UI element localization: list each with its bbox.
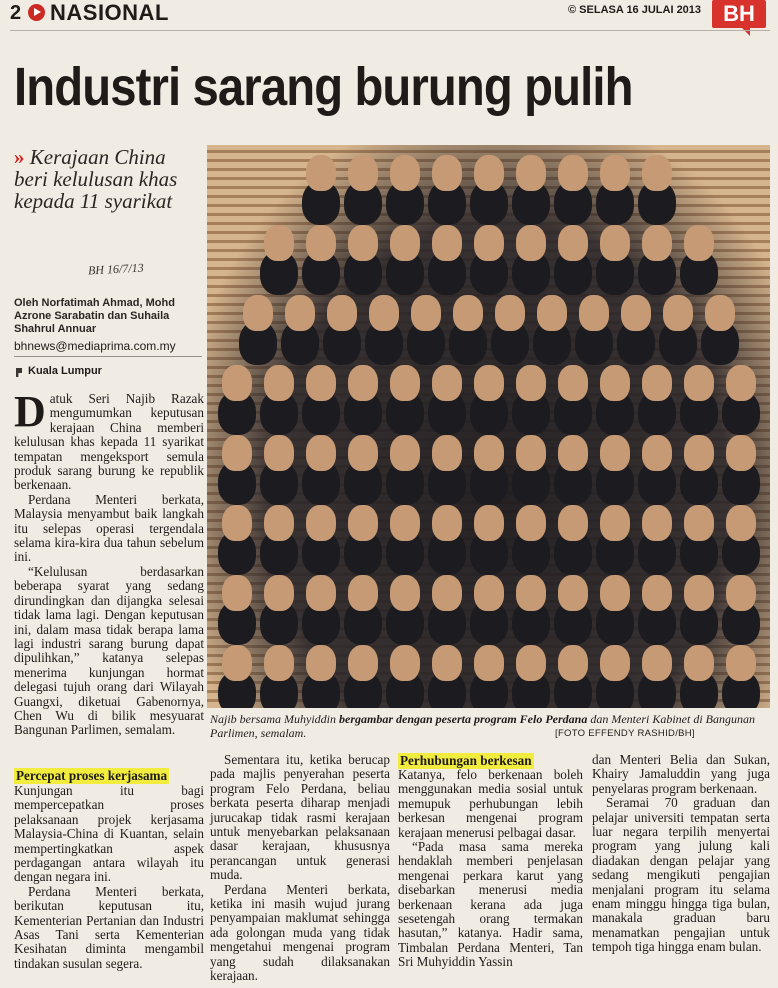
person [390, 435, 420, 471]
photo-row [207, 575, 770, 639]
person [558, 435, 588, 471]
paragraph: Seramai 70 graduan dan pelajar universiti tempatan serta luar negara terpilih menyertai program yang julung kali diadakan dengan pelajar yang sedang mengikuti pengajian menjalani program itu selama enam minggu hingga tiga bulan, manakala graduan baru menamatkan pengajian untuk tempoh tiga hingga enam bulan. [592, 795, 770, 955]
person [306, 155, 336, 191]
person [411, 295, 441, 331]
person [390, 155, 420, 191]
paragraph: “Kelulusan berdasarkan beberapa syarat yang sedang dirundingkan dan dijangka selesai tidak lama lagi. Dengan keputusan ini, dalam masa tidak berapa lama lagi industri sarang burung dapat dipulihkan,” katanya selepas menerima kunjungan hormat delegasi tujuh orang dari Wilayah Guangxi, diketuai Gabenornya, Chen Wu di bilik mesyuarat Bangunan Parlimen, semalam. [14, 563, 204, 738]
person [621, 295, 651, 331]
caption-bold: bergambar dengan peserta program Felo Perdana [339, 712, 588, 726]
deck [14, 146, 200, 212]
person [642, 365, 672, 401]
handwritten-note: BH 16/7/13 [87, 260, 144, 278]
byline: Oleh Norfatimah Ahmad, Mohd Azrone Sarabatin dan Suhaila Shahrul Annuar [14, 297, 175, 335]
person [348, 365, 378, 401]
person [432, 155, 462, 191]
person [600, 505, 630, 541]
person [684, 505, 714, 541]
person [558, 645, 588, 681]
paragraph: Perdana Menteri berkata, ketika ini masih wujud jurang penyampaian maklumat sehingga ada golongan muda yang tidak mengetahui mengenai program yang sudah dilaksanakan kerajaan. [210, 881, 390, 984]
person [684, 365, 714, 401]
person [726, 575, 756, 611]
person [474, 645, 504, 681]
headline: Industri sarang burung pulih [14, 57, 633, 117]
person [516, 575, 546, 611]
paragraph: Sementara itu, ketika berucap pada majlis penyerahan peserta program Felo Perdana, beliau berkata peserta diharap menjadi jurucakap tidak rasmi kerajaan untuk menyebarkan pelaksanaan dasar kerajaan, khususnya perancangan untuk generasi muda. [210, 752, 390, 883]
person [600, 435, 630, 471]
person [306, 435, 336, 471]
person [726, 645, 756, 681]
group-photo [207, 145, 770, 708]
article-column-1 [14, 387, 204, 738]
person [516, 505, 546, 541]
caption-tail: dan Menteri Kabinet di Bangunan Parlimen, semalam. [210, 712, 755, 740]
person [516, 645, 546, 681]
person [474, 575, 504, 611]
person [558, 155, 588, 191]
person [558, 225, 588, 261]
subhead-text: Percepat proses kerjasama [16, 768, 168, 783]
person [264, 645, 294, 681]
byline-email[interactable]: bhnews@mediaprima.com.my [14, 339, 176, 353]
person [222, 365, 252, 401]
play-circle-icon [28, 4, 45, 21]
paragraph: “Pada masa sama mereka hendaklah memberi penjelasan mengenai perkara karut yang disebarkan menerusi media berkenaan kerana ada juga sesetengah orang termakan hasutan,” katanya. Hadir sama, Timbalan Perdana Menteri, Tan Sri Muhyiddin Yassin [398, 839, 583, 970]
date-text: SELASA 16 JULAI 2013 [579, 4, 702, 16]
header-rule [10, 30, 770, 31]
location-flag-icon [16, 368, 22, 377]
photo-row [207, 505, 770, 569]
person [390, 575, 420, 611]
article-column-4 [592, 753, 770, 955]
person [642, 645, 672, 681]
person [222, 505, 252, 541]
person [348, 645, 378, 681]
paragraph: Kunjungan itu bagi mempercepatkan proses pelaksanaan projek kerjasama Malaysia-China di Kuantan, selain mempertingkatkan aspek perdagangan antara wilayah itu dengan negara ini. [14, 783, 204, 885]
person [264, 225, 294, 261]
person [264, 365, 294, 401]
person [390, 365, 420, 401]
person [600, 365, 630, 401]
location: Kuala Lumpur [28, 365, 102, 377]
person [558, 365, 588, 401]
subhead-text: Perhubungan berkesan [400, 753, 532, 768]
byline-rule [14, 356, 202, 357]
person [558, 505, 588, 541]
person [642, 155, 672, 191]
person [222, 575, 252, 611]
person [306, 645, 336, 681]
person [516, 365, 546, 401]
person [306, 575, 336, 611]
article-column-1b [14, 784, 204, 971]
person [537, 295, 567, 331]
person [348, 155, 378, 191]
person [264, 435, 294, 471]
paragraph: Perdana Menteri berkata, berikutan keputusan itu, Kementerian Pertanian dan Industri Asas Tani serta Kementerian Kesihatan diminta mengambil tindakan susulan segera. [14, 883, 204, 971]
person [474, 225, 504, 261]
person [390, 225, 420, 261]
person [474, 435, 504, 471]
person [432, 435, 462, 471]
person [579, 295, 609, 331]
person [600, 575, 630, 611]
person [705, 295, 735, 331]
person [264, 505, 294, 541]
deck-text: Kerajaan China beri kelulusan khas kepada 11 syarikat [14, 145, 178, 213]
paragraph [14, 387, 204, 493]
person [684, 225, 714, 261]
person [390, 505, 420, 541]
caption-lead: Najib bersama Muhyiddin [210, 712, 336, 726]
person [684, 435, 714, 471]
paragraph: dan Menteri Belia dan Sukan, Khairy Jamaluddin yang juga penyelaras program berkenaan. [592, 752, 770, 796]
photo-row [207, 295, 770, 359]
drop-cap: D [14, 387, 46, 436]
person [243, 295, 273, 331]
photo-row [207, 645, 770, 708]
person [453, 295, 483, 331]
person [432, 645, 462, 681]
person [474, 155, 504, 191]
person [264, 575, 294, 611]
person [516, 225, 546, 261]
person [495, 295, 525, 331]
person [663, 295, 693, 331]
person [474, 505, 504, 541]
person [306, 365, 336, 401]
person [222, 645, 252, 681]
person [390, 645, 420, 681]
photo-row [207, 225, 770, 289]
deck-marker: » [14, 145, 25, 169]
paragraph: Katanya, felo berkenaan boleh menggunakan media sosial untuk memupuk perhubungan lebih berkesan mengenai program kerajaan menerusi pelbagai dasar. [398, 767, 583, 840]
person [516, 435, 546, 471]
person [600, 155, 630, 191]
person [642, 505, 672, 541]
article-column-2 [210, 753, 390, 984]
person [369, 295, 399, 331]
person [348, 575, 378, 611]
person [600, 225, 630, 261]
photo-credit: [FOTO EFFENDY RASHID/BH] [555, 728, 695, 739]
page-number: 2 [10, 2, 22, 24]
person [642, 225, 672, 261]
photo-row [207, 435, 770, 499]
person [432, 225, 462, 261]
paragraph-text: atuk Seri Najib Razak mengumumkan keputusan kerajaan China memberi kelulusan khas kepada 11 syarikat tempatan mengeksport semula produk sarang burung ke republik berkenaan. [14, 391, 204, 493]
person [432, 575, 462, 611]
person [348, 505, 378, 541]
person [642, 575, 672, 611]
person [516, 155, 546, 191]
person [327, 295, 357, 331]
person [726, 435, 756, 471]
person [726, 365, 756, 401]
person [726, 505, 756, 541]
person [642, 435, 672, 471]
person [285, 295, 315, 331]
date-line: © SELASA 16 JULAI 2013 [568, 4, 702, 16]
article-column-3 [398, 768, 583, 970]
paragraph: Perdana Menteri berkata, Malaysia menyambut baik langkah itu selepas operasi tergendala selama kira-kira dua tahun sebelum ini. [14, 491, 204, 565]
person [474, 365, 504, 401]
person [432, 365, 462, 401]
person [222, 435, 252, 471]
person [558, 575, 588, 611]
bh-logo: BH [712, 0, 766, 28]
person [306, 225, 336, 261]
person [432, 505, 462, 541]
person [348, 225, 378, 261]
person [348, 435, 378, 471]
person [684, 575, 714, 611]
photo-row [207, 155, 770, 219]
person [306, 505, 336, 541]
person [600, 645, 630, 681]
section-title: NASIONAL [50, 0, 169, 25]
photo-row [207, 365, 770, 429]
person [684, 645, 714, 681]
